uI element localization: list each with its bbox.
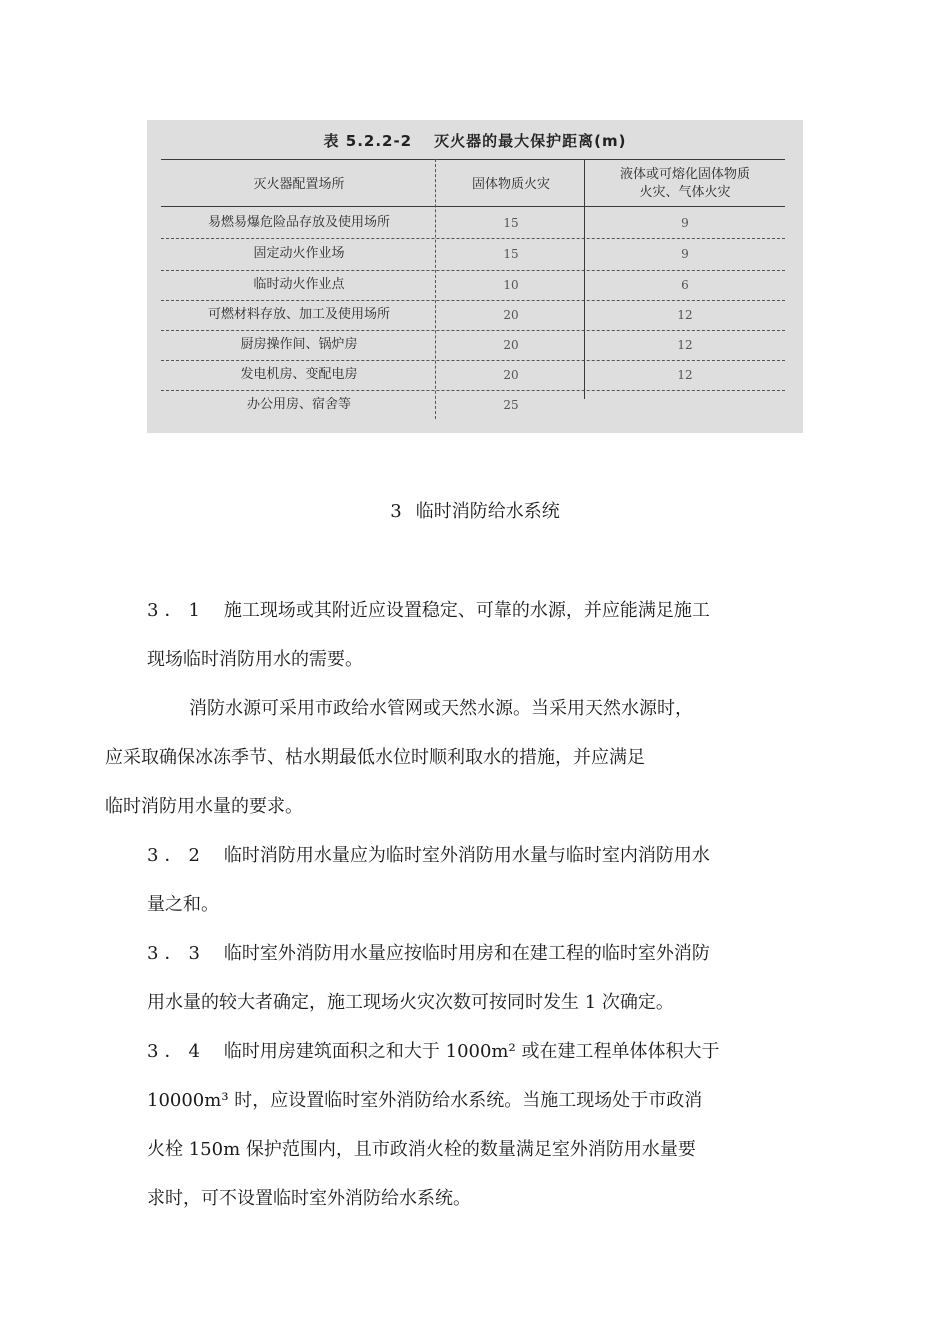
row-liquid-value: 9 (681, 216, 689, 230)
table-number: 表 5.2.2-2 (323, 132, 413, 150)
paragraph-3-4 (147, 1027, 807, 1223)
header-liquid-line1: 液体或可熔化固体物质 (619, 167, 750, 182)
table-caption (147, 130, 803, 151)
paragraph-3-1 (147, 586, 807, 684)
row-liquid-value: 12 (677, 338, 693, 352)
row-liquid-value: 9 (681, 247, 689, 261)
row-liquid-value: 6 (681, 278, 689, 292)
row-liquid-value: 12 (677, 308, 693, 322)
text-line: 10000m³ 时，应设置临时室外消防给水系统。当施工现场处于市政消 (147, 1090, 703, 1111)
row-divider (161, 360, 785, 361)
header-solid: 固体物质火灾 (471, 177, 550, 192)
paragraph-3-2 (147, 831, 807, 929)
row-divider (161, 390, 785, 391)
row-place: 办公用房、宿舍等 (246, 397, 351, 412)
row-solid-value: 10 (503, 278, 519, 292)
row-divider (161, 270, 785, 271)
text-line: 现场临时消防用水的需要。 (147, 649, 363, 670)
row-divider (161, 300, 785, 301)
text-line: 火栓 150m 保护范围内，且市政消火栓的数量满足室外消防用水量要 (147, 1139, 696, 1160)
row-place: 临时动火作业点 (253, 277, 345, 292)
text-line: 求时，可不设置临时室外消防给水系统。 (147, 1188, 471, 1209)
text-line: 临时室外消防用水量应按临时用房和在建工程的临时室外消防 (223, 943, 710, 964)
row-solid-value: 25 (503, 398, 519, 412)
clause-number: 3．2 (147, 845, 206, 866)
clause-number: 3．1 (147, 600, 206, 621)
row-solid-value: 20 (503, 308, 519, 322)
text-line: 临时消防用水量的要求。 (105, 796, 303, 817)
text-line: 临时消防用水量应为临时室外消防用水量与临时室内消防用水 (223, 845, 710, 866)
row-solid-value: 20 (503, 338, 519, 352)
row-place: 固定动火作业场 (253, 246, 345, 261)
section-heading (0, 497, 950, 523)
row-divider (161, 238, 785, 239)
text-line: 量之和。 (147, 894, 219, 915)
text-line: 临时用房建筑面积之和大于 1000m² 或在建工程单体体积大于 (223, 1041, 720, 1062)
row-solid-value: 15 (503, 247, 519, 261)
section-title: 临时消防给水系统 (415, 501, 560, 522)
table-scan-image (147, 120, 803, 433)
paragraph-3-3 (147, 929, 807, 1027)
text-line: 用水量的较大者确定，施工现场火灾次数可按同时发生 1 次确定。 (147, 992, 674, 1013)
table-title: 灭火器的最大保护距离(m) (434, 132, 627, 150)
table-top-rule (161, 159, 785, 160)
row-place: 可燃材料存放、加工及使用场所 (207, 307, 390, 322)
row-solid-value: 20 (503, 368, 519, 382)
row-divider (161, 330, 785, 331)
row-liquid-value: 12 (677, 368, 693, 382)
section-number: 3 (390, 501, 402, 522)
paragraph-note (105, 684, 807, 831)
header-place: 灭火器配置场所 (253, 177, 345, 192)
row-place: 易燃易爆危险品存放及使用场所 (207, 215, 390, 230)
clause-number: 3．4 (147, 1041, 206, 1062)
table-header-rule (161, 206, 785, 207)
text-line: 施工现场或其附近应设置稳定、可靠的水源，并应能满足施工 (223, 600, 710, 621)
header-liquid-line2: 火灾、气体火灾 (639, 185, 731, 200)
text-line: 消防水源可采用市政给水管网或天然水源。当采用天然水源时， (189, 698, 693, 719)
row-solid-value: 15 (503, 216, 519, 230)
clause-number: 3．3 (147, 943, 206, 964)
text-line: 应采取确保冰冻季节、枯水期最低水位时顺利取水的措施，并应满足 (105, 747, 645, 768)
row-place: 厨房操作间、锅炉房 (240, 337, 358, 352)
row-place: 发电机房、变配电房 (240, 367, 358, 382)
